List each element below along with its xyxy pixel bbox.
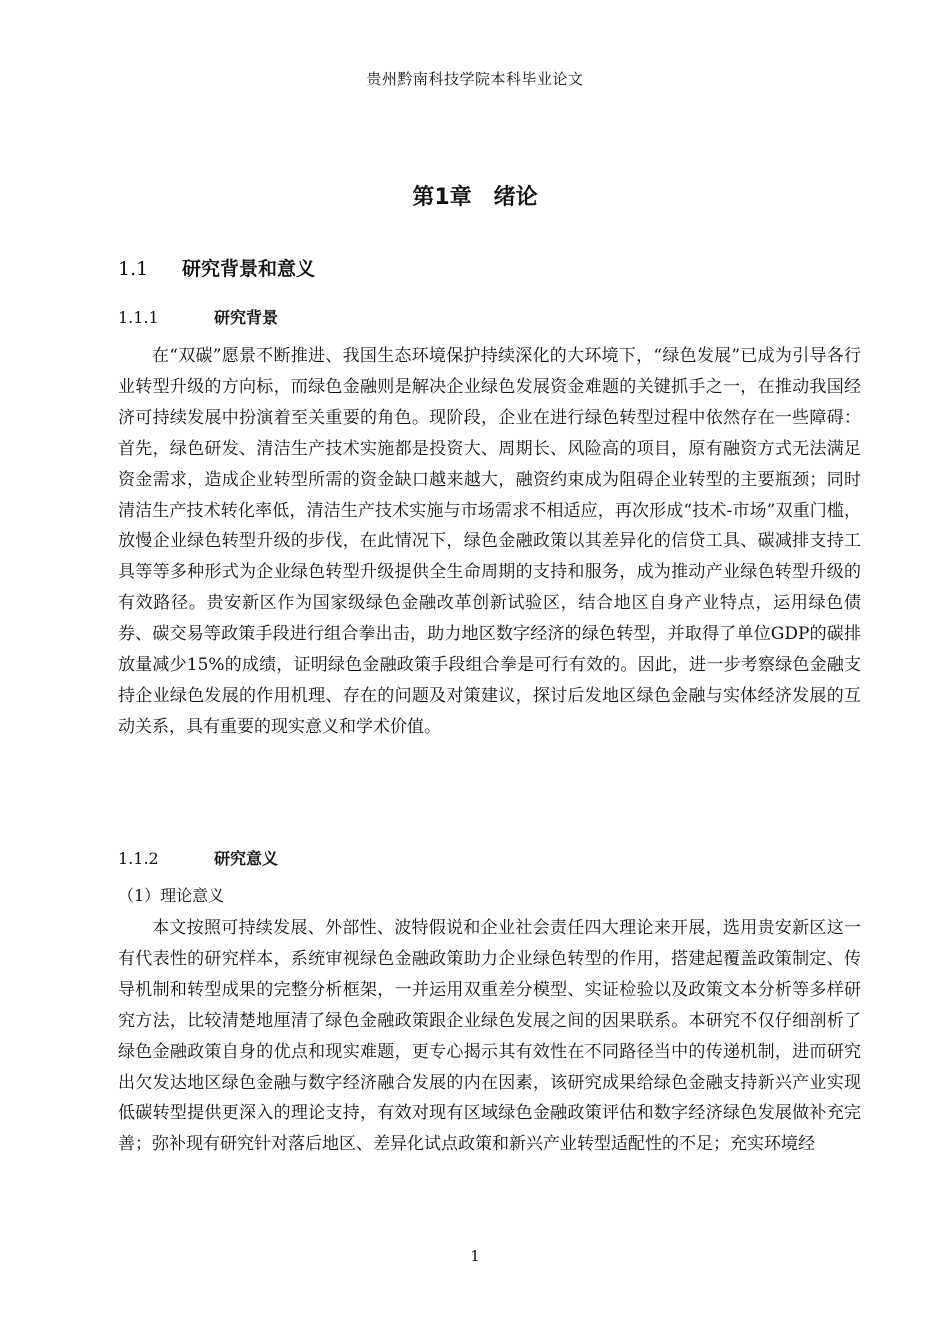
subsection-number: 1.1.1: [118, 308, 159, 327]
section-heading-1-1-1: [118, 305, 278, 328]
section-heading-1-1-2: [118, 846, 278, 869]
background-paragraph: 在“双碳”愿景不断推进、我国生态环境保护持续深化的大环境下，“绿色发展”已成为引导各行业转型升级的方向标，而绿色金融则是解决企业绿色发展资金难题的关键抓手之一，在推动我国经济可持续发展中扮演着至关重要的角色。现阶段，企业在进行绿色转型过程中依然存在一些障碍：首先，绿色研发、清洁生产技术实施都是投资大、周期长、风险高的项目，原有融资方式无法满足资金需求，造成企业转型所需的资金缺口越来越大，融资约束成为阻碍企业转型的主要瓶颈；同时清洁生产技术转化率低，清洁生产技术实施与市场需求不相适应，再次形成“技术-市场”双重门槛，放慢企业绿色转型升级的步伐，在此情况下，绿色金融政策以其差异化的信贷工具、碳减排支持工具等等多种形式为企业绿色转型升级提供全生命周期的支持和服务，成为推动产业绿色转型升级的有效路径。贵安新区作为国家级绿色金融改革创新试验区，结合地区自身产业特点，运用绿色债券、碳交易等政策手段进行组合拳出击，助力地区数字经济的绿色转型，并取得了单位GDP的碳排放量减少15%的成绩，证明绿色金融政策手段组合拳是可行有效的。因此，进一步考察绿色金融支持企业绿色发展的作用机理、存在的问题及对策建议，探讨后发地区绿色金融与实体经济发展的互动关系，具有重要的现实意义和学术价值。: [118, 346, 861, 737]
page-header: 贵州黔南科技学院本科毕业论文: [366, 70, 584, 88]
theory-significance-label: （1）理论意义: [118, 886, 225, 905]
subsection-title: 研究背景: [214, 308, 279, 327]
page-number: 1: [470, 1247, 480, 1265]
section-heading-1-1: [118, 254, 315, 281]
section-number: 1.1: [118, 258, 149, 280]
subsection-title: 研究意义: [214, 849, 279, 868]
subsection-number: 1.1.2: [118, 849, 159, 868]
significance-paragraph: 本文按照可持续发展、外部性、波特假说和企业社会责任四大理论来开展，选用贵安新区这一有代表性的研究样本，系统审视绿色金融政策助力企业绿色转型的作用，搭建起覆盖政策制定、传导机制和转型成果的完整分析框架，一并运用双重差分模型、实证检验以及政策文本分析等多样研究方法，比较清楚地厘清了绿色金融政策跟企业绿色发展之间的因果联系。本研究不仅仔细剖析了绿色金融政策自身的优点和现实难题，更专心揭示其有效性在不同路径当中的传递机制，进而研究出欠发达地区绿色金融与数字经济融合发展的内在因素，该研究成果给绿色金融支持新兴产业实现低碳转型提供更深入的理论支持，有效对现有区域绿色金融政策评估和数字经济绿色发展做补充完善；弥补现有研究针对落后地区、差异化试点政策和新兴产业转型适配性的不足；充实环境经: [118, 918, 861, 1155]
section-title: 研究背景和意义: [182, 258, 316, 280]
chapter-title: 第1章 绪论: [412, 185, 538, 210]
